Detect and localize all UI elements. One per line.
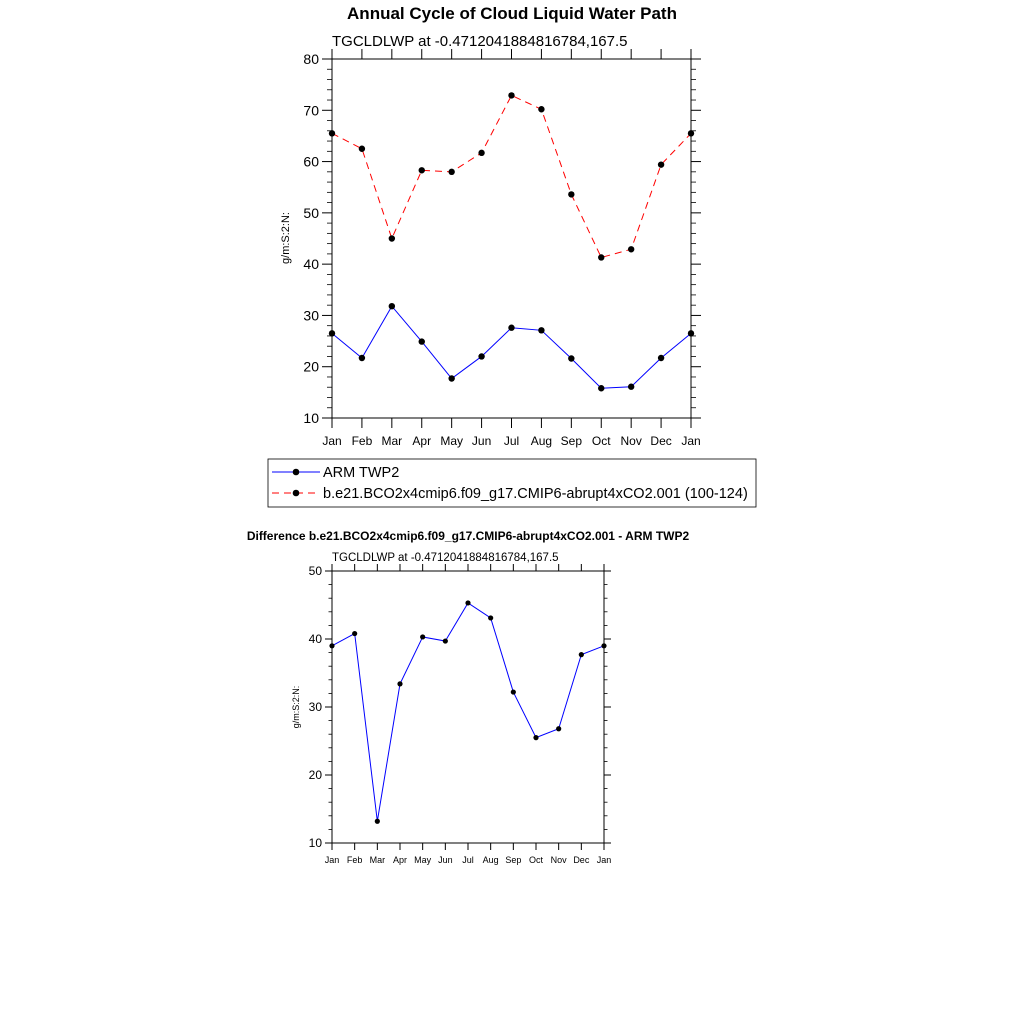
chart1-series-1-point xyxy=(359,146,365,152)
chart2-xtick-label: Jan xyxy=(324,855,340,865)
chart1-xtick-label: Jan xyxy=(681,434,701,448)
chart1-xtick-label: Oct xyxy=(591,434,611,448)
chart1-ytick-label: 30 xyxy=(303,307,319,324)
chart1-xtick-label: Mar xyxy=(381,434,403,448)
chart2-series-0-point xyxy=(488,615,493,620)
chart1-ticks xyxy=(303,49,701,448)
chart1-xtick-label: Dec xyxy=(650,434,672,448)
chart2-series-0-point xyxy=(511,689,516,694)
chart2-y-axis-label: g/m:S:2:N: xyxy=(291,685,301,729)
chart2-xtick-label: Aug xyxy=(482,855,499,865)
chart1-plot-frame xyxy=(332,59,691,418)
chart1-series-0-point xyxy=(508,325,514,331)
chart1-series-0-point xyxy=(389,303,395,309)
chart2-xtick-label: Dec xyxy=(573,855,590,865)
chart2-title: Difference b.e21.BCO2x4cmip6.f09_g17.CMIP6-abrupt4xCO2.001 - ARM TWP2 xyxy=(246,529,690,543)
legend-label-arm: ARM TWP2 xyxy=(323,465,400,481)
chart1-ytick-label: 20 xyxy=(303,358,319,375)
chart1-series-0-point xyxy=(688,330,694,336)
chart2-xtick-label: May xyxy=(414,855,432,865)
chart1-series-1-point xyxy=(508,92,514,98)
chart1-series-1-point xyxy=(658,161,664,167)
annual-cycle-chart xyxy=(268,4,756,507)
legend-marker-model xyxy=(293,490,300,497)
chart1-ytick-label: 40 xyxy=(303,256,319,273)
chart2-xtick-label: Jul xyxy=(462,855,474,865)
chart1-series-1-point xyxy=(688,130,694,136)
chart2-ticks xyxy=(309,564,612,865)
chart2-series-line-0 xyxy=(332,603,604,821)
chart1-y-axis-label: g/m:S:2:N: xyxy=(280,212,292,264)
chart2-series-0-point xyxy=(465,600,470,605)
difference-chart xyxy=(247,529,690,865)
chart1-xtick-label: Jan xyxy=(322,434,342,448)
chart1-series-1-point xyxy=(478,150,484,156)
chart1-series-0-point xyxy=(568,355,574,361)
chart2-series-0-point xyxy=(352,631,357,636)
chart1-series-line-0 xyxy=(332,306,691,388)
chart1-title: Annual Cycle of Cloud Liquid Water Path xyxy=(347,4,677,23)
chart1-ytick-label: 50 xyxy=(303,204,319,221)
chart2-xtick-label: Nov xyxy=(550,855,567,865)
chart1-series-1-point xyxy=(419,167,425,173)
chart2-ytick-label: 10 xyxy=(308,836,322,850)
chart2-series-layer xyxy=(329,600,606,823)
chart1-series-0-point xyxy=(329,330,335,336)
chart1-ytick-label: 60 xyxy=(303,153,319,170)
chart1-ytick-label: 70 xyxy=(303,102,319,119)
chart1-series-0-point xyxy=(598,385,604,391)
chart2-xtick-label: Mar xyxy=(369,855,386,865)
chart1-xtick-label: Nov xyxy=(620,434,642,448)
chart1-series-0-point xyxy=(419,338,425,344)
chart1-series-1-point xyxy=(448,169,454,175)
chart2-series-0-point xyxy=(533,735,538,740)
chart1-series-1-point xyxy=(568,191,574,197)
chart1-series-0-point xyxy=(658,355,664,361)
chart1-series-0-point xyxy=(448,375,454,381)
chart1-xtick-label: Sep xyxy=(560,434,583,448)
chart2-xtick-label: Oct xyxy=(528,855,544,865)
chart1-series-1-point xyxy=(628,246,634,252)
chart1-series-1-point xyxy=(598,254,604,260)
chart2-xtick-label: Jun xyxy=(438,855,453,865)
chart2-series-0-point xyxy=(579,652,584,657)
chart1-series-0-point xyxy=(538,327,544,333)
chart1-subtitle: TGCLDLWP at -0.4712041884816784,167.5 xyxy=(332,33,628,50)
chart2-ytick-label: 20 xyxy=(308,768,322,782)
chart2-ytick-label: 50 xyxy=(308,564,322,578)
chart2-series-0-point xyxy=(601,643,606,648)
chart1-xtick-label: May xyxy=(440,434,464,448)
chart1-xtick-label: Aug xyxy=(530,434,553,448)
chart1-series-1-point xyxy=(329,130,335,136)
chart2-series-0-point xyxy=(397,681,402,686)
chart2-xtick-label: Feb xyxy=(346,855,363,865)
chart1-series-1-point xyxy=(538,106,544,112)
chart1-series-0-point xyxy=(628,384,634,390)
chart2-series-0-point xyxy=(375,819,380,824)
chart1-series-layer xyxy=(329,92,694,391)
chart1-xtick-label: Jun xyxy=(471,434,492,448)
chart1-legend xyxy=(268,459,756,507)
chart1-ytick-label: 10 xyxy=(303,410,319,426)
chart1-series-0-point xyxy=(478,353,484,359)
chart1-xtick-label: Apr xyxy=(412,434,432,448)
chart1-xtick-label: Feb xyxy=(351,434,373,448)
chart1-xtick-label: Jul xyxy=(503,434,520,448)
chart2-ytick-label: 40 xyxy=(308,632,322,646)
chart2-series-0-point xyxy=(556,726,561,731)
chart2-xtick-label: Sep xyxy=(505,855,522,865)
chart2-plot-frame xyxy=(332,571,604,843)
chart1-series-1-point xyxy=(389,235,395,241)
chart2-subtitle: TGCLDLWP at -0.4712041884816784,167.5 xyxy=(332,552,559,564)
legend-label-model: b.e21.BCO2x4cmip6.f09_g17.CMIP6-abrupt4xCO2.001 (100-124) xyxy=(323,486,748,502)
chart1-ytick-label: 80 xyxy=(303,51,319,67)
chart2-series-0-point xyxy=(329,643,334,648)
chart2-series-0-point xyxy=(443,638,448,643)
legend-marker-arm xyxy=(293,469,300,476)
chart1-series-line-1 xyxy=(332,95,691,257)
chart2-series-0-point xyxy=(420,634,425,639)
chart1-series-0-point xyxy=(359,355,365,361)
chart2-xtick-label: Apr xyxy=(392,855,408,865)
chart2-ytick-label: 30 xyxy=(308,700,322,714)
chart2-xtick-label: Jan xyxy=(596,855,612,865)
